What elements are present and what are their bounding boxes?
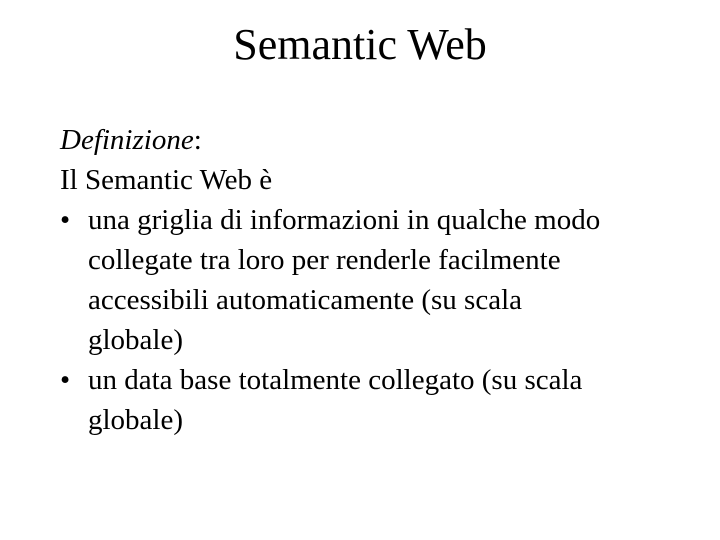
definition-label: Definizione bbox=[60, 124, 194, 156]
bullet-text: un data base totalmente collegato (su scala globale) bbox=[88, 364, 583, 436]
intro-line: Il Semantic Web è bbox=[60, 164, 273, 196]
definition-line bbox=[60, 120, 680, 160]
bullet-item bbox=[60, 360, 680, 440]
slide-body bbox=[60, 120, 680, 440]
bullet-text: una griglia di informazioni in qualche modo collegate tra loro per renderle facilmente accessibili automaticamente (su scala globale) bbox=[88, 204, 601, 356]
definition-colon: : bbox=[193, 124, 202, 156]
slide-title: Semantic Web bbox=[233, 20, 487, 69]
bullet-list bbox=[60, 200, 680, 440]
bullet-item bbox=[60, 200, 680, 360]
bullet-dot-icon: • bbox=[60, 204, 71, 236]
bullet-dot-icon: • bbox=[60, 364, 71, 396]
